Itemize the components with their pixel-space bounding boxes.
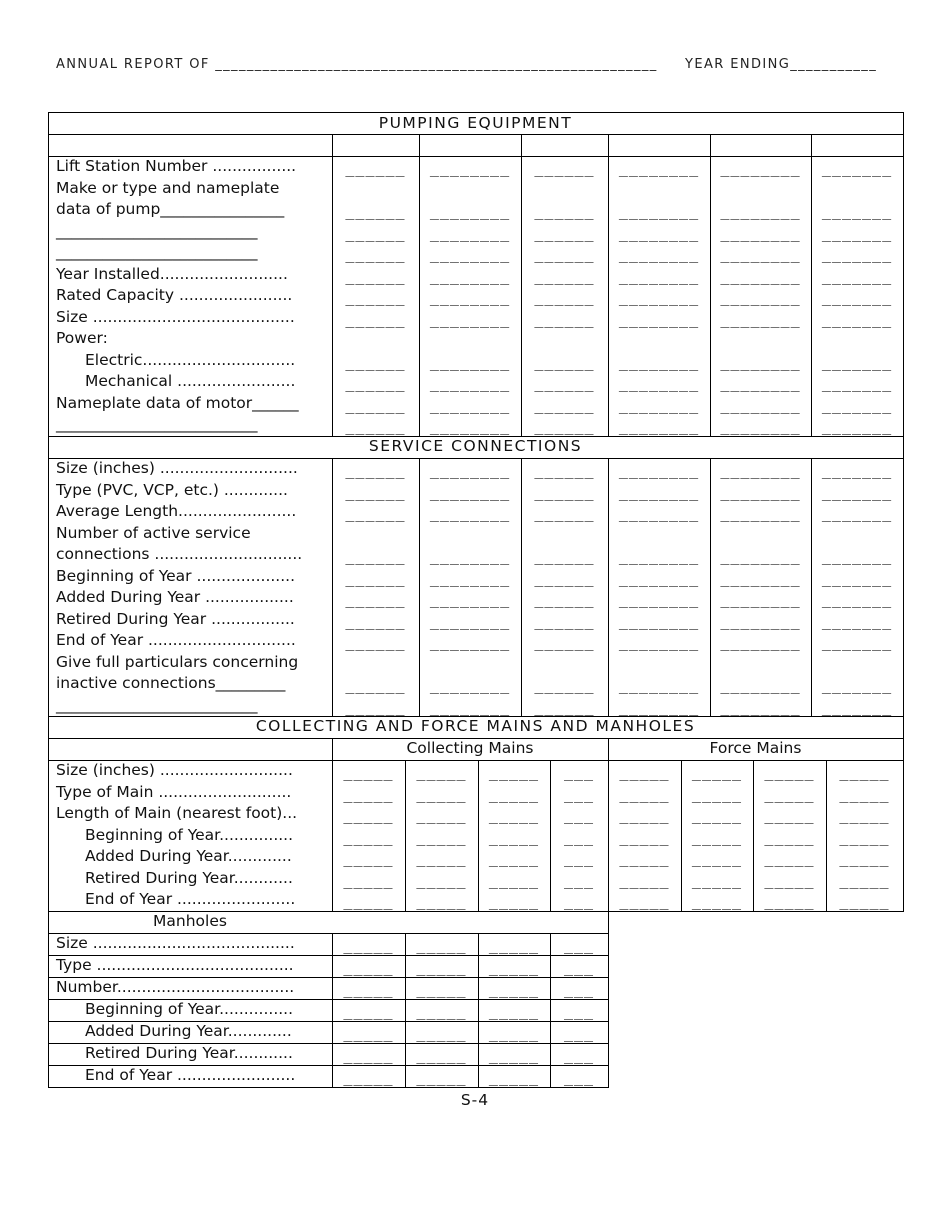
service-blank-field[interactable]: ________ [720,590,801,608]
pump-blank-field[interactable]: ________ [429,223,511,242]
rule-line [903,112,904,912]
pump-blank-field[interactable]: ________ [720,159,801,177]
manhole-blank-field[interactable]: _____ [488,936,540,954]
pump-blank-field[interactable]: _______ [821,266,893,285]
pump-blank-field[interactable]: ______ [534,159,595,177]
pump-blank-field[interactable]: ______ [345,202,406,220]
collecting-blank-field[interactable]: ___ [563,892,595,910]
manhole-row-label: Number.................................... [56,978,295,996]
service-blank-field[interactable]: ________ [720,697,801,716]
service-blank-field[interactable]: ______ [345,697,406,716]
pump-row-label: Mechanical ........................ [85,372,296,390]
service-blank-field[interactable]: ________ [429,676,511,694]
manhole-row-label: Beginning of Year............... [85,1000,294,1018]
pump-row-label: Make or type and nameplate [56,178,280,197]
page-number: S-4 [460,1091,490,1109]
force-blank-field[interactable]: _____ [691,849,743,867]
pump-blank-field[interactable]: ________ [720,202,801,220]
manhole-blank-field[interactable]: _____ [416,980,467,998]
service-blank-field[interactable]: _______ [821,590,893,608]
manhole-row-label: Added During Year............. [85,1022,292,1040]
collecting-blank-field[interactable]: _____ [488,763,540,781]
force-blank-field[interactable]: _____ [619,892,670,910]
mains-row-label: Added During Year............. [85,847,292,865]
pump-row-label: Electric............................... [85,350,296,369]
pump-blank-field[interactable]: ______ [534,309,595,328]
manhole-blank-field[interactable]: _____ [343,936,394,954]
service-blank-field[interactable]: ________ [429,482,511,501]
service-blank-field[interactable]: ________ [618,611,700,630]
pump-blank-field[interactable]: ________ [429,395,511,414]
service-row-label: Retired During Year ................. [56,609,295,628]
service-blank-field[interactable]: ________ [720,461,801,479]
pump-blank-field[interactable]: ________ [618,309,700,328]
service-blank-field[interactable]: _______ [821,461,893,479]
force-blank-field[interactable]: _____ [691,892,743,910]
pump-blank-field[interactable]: ________ [720,288,801,306]
mains-row-label: Beginning of Year............... [85,825,294,844]
pump-blank-field[interactable]: ______ [345,309,406,328]
service-row-label: Beginning of Year .................... [56,566,296,585]
manhole-blank-field[interactable]: _____ [416,1024,467,1042]
collecting-blank-field[interactable]: _____ [416,892,467,910]
manhole-blank-field[interactable]: _____ [343,1068,394,1086]
collecting-blank-field[interactable]: _____ [416,870,467,889]
service-blank-field[interactable]: _______ [821,482,893,501]
pump-blank-field[interactable]: _______ [821,352,893,371]
service-row-label: Size (inches) ............................ [56,459,298,477]
manhole-blank-field[interactable]: ___ [563,1068,595,1086]
force-blank-field[interactable]: _____ [839,784,890,803]
service-row-label: Give full particulars concerning [56,652,299,671]
force-mains-label: Force Mains [709,739,802,757]
manhole-blank-field[interactable]: _____ [416,1068,467,1086]
collecting-blank-field[interactable]: ___ [563,849,595,867]
pump-blank-field[interactable]: _______ [821,395,893,414]
service-blank-field[interactable]: _______ [821,504,893,522]
pump-blank-field[interactable]: _______ [821,374,893,392]
pump-blank-field[interactable]: ________ [429,417,511,435]
force-blank-field[interactable]: _____ [839,849,890,867]
mains-row-label: End of Year ........................ [85,890,296,908]
force-blank-field[interactable]: _____ [839,827,890,846]
pump-row-label: __________________________ [56,415,258,433]
collecting-blank-field[interactable]: ___ [563,827,595,846]
force-blank-field[interactable]: _____ [764,827,815,846]
service-blank-field[interactable]: ________ [720,568,801,587]
manhole-blank-field[interactable]: ___ [563,1024,595,1042]
service-blank-field[interactable]: ________ [429,697,511,716]
service-blank-field[interactable]: ________ [618,633,700,651]
service-blank-field[interactable]: ________ [720,611,801,630]
service-blank-field[interactable]: ________ [429,461,511,479]
service-row-label: inactive connections_________ [56,674,286,692]
pump-blank-field[interactable]: ________ [720,245,801,263]
collecting-blank-field[interactable]: _____ [343,784,394,803]
pump-blank-field[interactable]: _______ [821,245,893,263]
service-blank-field[interactable]: ________ [720,676,801,694]
pump-blank-field[interactable]: _______ [821,202,893,220]
collecting-blank-field[interactable]: _____ [343,892,394,910]
service-blank-field[interactable]: ______ [345,568,406,587]
service-blank-field[interactable]: ________ [429,590,511,608]
collecting-blank-field[interactable]: _____ [488,892,540,910]
service-blank-field[interactable]: ________ [618,547,700,565]
service-blank-field[interactable]: ______ [534,676,595,694]
service-connections-title: SERVICE CONNECTIONS [368,437,583,455]
pump-blank-field[interactable]: ______ [345,223,406,242]
manholes-title: Manholes [153,912,227,930]
service-blank-field[interactable]: ______ [534,590,595,608]
force-blank-field[interactable]: _____ [691,763,743,781]
pump-row-label: Nameplate data of motor______ [56,393,299,412]
service-row-label: Number of active service [56,523,251,542]
force-blank-field[interactable]: _____ [619,763,670,781]
pump-blank-field[interactable]: ________ [429,202,511,220]
pump-blank-field[interactable]: _______ [821,288,893,306]
manhole-blank-field[interactable]: _____ [416,936,467,954]
manhole-blank-field[interactable]: _____ [488,1002,540,1020]
collecting-blank-field[interactable]: _____ [343,763,394,781]
service-row-label: End of Year .............................. [56,631,296,649]
service-blank-field[interactable]: _______ [821,547,893,565]
force-blank-field[interactable]: _____ [619,827,670,846]
pump-blank-field[interactable]: ______ [534,202,595,220]
pump-blank-field[interactable]: ______ [345,245,406,263]
pump-blank-field[interactable]: ________ [720,266,801,285]
service-blank-field[interactable]: ______ [534,611,595,630]
service-blank-field[interactable]: ______ [345,547,406,565]
service-blank-field[interactable]: ________ [720,633,801,651]
pump-blank-field[interactable]: ______ [534,374,595,392]
pump-blank-field[interactable]: ________ [618,266,700,285]
pump-blank-field[interactable]: ________ [720,417,801,435]
service-blank-field[interactable]: ______ [534,461,595,479]
manhole-blank-field[interactable]: _____ [488,1024,540,1042]
collecting-blank-field[interactable]: _____ [416,763,467,781]
service-blank-field[interactable]: ______ [534,482,595,501]
collecting-blank-field[interactable]: _____ [343,806,394,824]
service-blank-field[interactable]: _______ [821,611,893,630]
collecting-blank-field[interactable]: ___ [563,806,595,824]
collecting-blank-field[interactable]: _____ [416,784,467,803]
service-blank-field[interactable]: _______ [821,633,893,651]
pump-blank-field[interactable]: ________ [720,309,801,328]
service-blank-field[interactable]: ________ [720,482,801,501]
pump-blank-field[interactable]: ________ [618,352,700,371]
pump-row-label: __________________________ [56,221,258,240]
pumping-equipment-title: PUMPING EQUIPMENT [378,114,573,132]
rule-line [405,933,406,1088]
collecting-blank-field[interactable]: _____ [416,827,467,846]
service-blank-field[interactable]: ________ [429,504,511,522]
collecting-blank-field[interactable]: _____ [416,806,467,824]
force-blank-field[interactable]: _____ [691,827,743,846]
manhole-blank-field[interactable]: ___ [563,980,595,998]
collecting-blank-field[interactable]: _____ [343,849,394,867]
collecting-mains-label: Collecting Mains [406,739,534,757]
pump-row-label: __________________________ [56,243,258,261]
mains-row-label: Retired During Year............ [85,868,293,887]
mains-row-label: Size (inches) ........................... [56,761,293,779]
service-row-label: connections .............................. [56,545,303,563]
pump-blank-field[interactable]: ________ [618,223,700,242]
collecting-blank-field[interactable]: ___ [563,763,595,781]
annual-report-label: ANNUAL REPORT OF ________________________________________________________ [56,57,658,72]
pump-blank-field[interactable]: ________ [429,352,511,371]
collecting-blank-field[interactable]: _____ [343,827,394,846]
pump-blank-field[interactable]: ________ [720,223,801,242]
pump-blank-field[interactable]: ______ [345,417,406,435]
mains-row-label: Length of Main (nearest foot)... [56,804,298,822]
collecting-blank-field[interactable]: _____ [488,870,540,889]
service-blank-field[interactable]: ______ [345,676,406,694]
pump-row-label: Rated Capacity ....................... [56,286,293,304]
force-blank-field[interactable]: _____ [764,784,815,803]
rule-line [48,134,903,135]
pump-blank-field[interactable]: _______ [821,223,893,242]
service-blank-field[interactable]: ______ [534,633,595,651]
service-blank-field[interactable]: ______ [345,482,406,501]
service-blank-field[interactable]: ______ [345,590,406,608]
manhole-blank-field[interactable]: _____ [416,1002,467,1020]
force-blank-field[interactable]: _____ [619,806,670,824]
collecting-blank-field[interactable]: _____ [488,827,540,846]
rule-line [478,933,479,1088]
service-blank-field[interactable]: ________ [618,504,700,522]
pump-blank-field[interactable]: ________ [429,245,511,263]
service-row-label: Type (PVC, VCP, etc.) ............. [56,480,288,499]
manhole-blank-field[interactable]: _____ [488,980,540,998]
manhole-blank-field[interactable]: ___ [563,936,595,954]
pump-blank-field[interactable]: ________ [618,288,700,306]
pump-blank-field[interactable]: ______ [534,266,595,285]
service-blank-field[interactable]: ______ [534,504,595,522]
pump-row-label: Power: [56,329,108,347]
pump-blank-field[interactable]: ________ [720,352,801,371]
manhole-blank-field[interactable]: _____ [488,958,540,976]
force-blank-field[interactable]: _____ [839,870,890,889]
force-blank-field[interactable]: _____ [619,870,670,889]
manhole-blank-field[interactable]: _____ [488,1046,540,1064]
manhole-blank-field[interactable]: _____ [343,980,394,998]
force-blank-field[interactable]: _____ [839,892,890,910]
force-blank-field[interactable]: _____ [764,806,815,824]
pump-row-label: Size ......................................... [56,307,295,326]
service-blank-field[interactable]: ________ [618,590,700,608]
manhole-row-label: End of Year ........................ [85,1066,296,1084]
manhole-row-label: Size ......................................... [56,934,295,952]
pump-blank-field[interactable]: ________ [618,374,700,392]
service-blank-field[interactable]: ________ [720,504,801,522]
manhole-row-label: Type ........................................ [56,956,294,974]
pump-row-label: Lift Station Number ................. [56,157,297,175]
rule-line [550,933,551,1088]
pump-blank-field[interactable]: _______ [821,417,893,435]
service-blank-field[interactable]: ______ [534,697,595,716]
service-blank-field[interactable]: ______ [345,633,406,651]
collecting-blank-field[interactable]: _____ [488,806,540,824]
pump-blank-field[interactable]: ________ [429,288,511,306]
rule-line [332,933,333,1088]
rule-line [48,1087,608,1088]
service-blank-field[interactable]: ______ [534,568,595,587]
mains-row-label: Type of Main ........................... [56,782,292,801]
force-blank-field[interactable]: _____ [691,806,743,824]
pump-blank-field[interactable]: ________ [720,395,801,414]
service-blank-field[interactable]: ________ [720,547,801,565]
collecting-blank-field[interactable]: ___ [563,870,595,889]
pump-blank-field[interactable]: ______ [345,159,406,177]
pump-blank-field[interactable]: ______ [345,352,406,371]
service-blank-field[interactable]: ______ [534,547,595,565]
service-blank-field[interactable]: ______ [345,461,406,479]
manhole-blank-field[interactable]: _____ [416,1046,467,1064]
pump-blank-field[interactable]: ______ [345,374,406,392]
pump-blank-field[interactable]: _______ [821,159,893,177]
pump-blank-field[interactable]: ______ [534,245,595,263]
mains-title: COLLECTING AND FORCE MAINS AND MANHOLES [255,717,696,735]
force-blank-field[interactable]: _____ [839,763,890,781]
pump-blank-field[interactable]: ______ [534,417,595,435]
manhole-blank-field[interactable]: _____ [343,1024,394,1042]
pump-blank-field[interactable]: ______ [534,288,595,306]
service-blank-field[interactable]: ________ [429,547,511,565]
force-blank-field[interactable]: _____ [764,870,815,889]
service-blank-field[interactable]: ________ [618,461,700,479]
pump-row-label: Year Installed.......................... [56,264,288,283]
year-ending-label: YEAR ENDING___________ [685,57,878,72]
pump-row-label: data of pump________________ [56,200,285,218]
service-blank-field[interactable]: ________ [618,568,700,587]
service-blank-field[interactable]: ________ [618,676,700,694]
service-blank-field[interactable]: _______ [821,697,893,716]
collecting-blank-field[interactable]: _____ [488,784,540,803]
force-blank-field[interactable]: _____ [839,806,890,824]
service-blank-field[interactable]: _______ [821,676,893,694]
manhole-blank-field[interactable]: _____ [343,1046,394,1064]
pump-blank-field[interactable]: ________ [429,266,511,285]
pump-blank-field[interactable]: ________ [720,374,801,392]
manhole-blank-field[interactable]: _____ [343,1002,394,1020]
manhole-row-label: Retired During Year............ [85,1044,293,1062]
manhole-blank-field[interactable]: ___ [563,1046,595,1064]
force-blank-field[interactable]: _____ [691,870,743,889]
rule-line [608,911,903,912]
pump-blank-field[interactable]: ________ [618,202,700,220]
pump-blank-field[interactable]: ______ [345,395,406,414]
force-blank-field[interactable]: _____ [764,763,815,781]
rule-line [608,911,609,1088]
service-row-label: Average Length........................ [56,502,297,520]
collecting-blank-field[interactable]: _____ [416,849,467,867]
pump-blank-field[interactable]: ______ [345,266,406,285]
force-blank-field[interactable]: _____ [619,849,670,867]
service-blank-field[interactable]: ________ [618,697,700,716]
pump-blank-field[interactable]: ________ [618,245,700,263]
service-blank-field[interactable]: _______ [821,568,893,587]
service-blank-field[interactable]: ______ [345,611,406,630]
rule-line [48,112,903,113]
pump-blank-field[interactable]: ________ [618,395,700,414]
service-blank-field[interactable]: ______ [345,504,406,522]
rule-line [48,112,49,1088]
manhole-blank-field[interactable]: _____ [343,958,394,976]
manhole-blank-field[interactable]: ___ [563,1002,595,1020]
pump-blank-field[interactable]: ________ [429,159,511,177]
pump-blank-field[interactable]: ______ [534,223,595,242]
force-blank-field[interactable]: _____ [764,849,815,867]
manhole-blank-field[interactable]: _____ [416,958,467,976]
pump-blank-field[interactable]: ________ [429,309,511,328]
service-blank-field[interactable]: ________ [429,611,511,630]
force-blank-field[interactable]: _____ [619,784,670,803]
service-blank-field[interactable]: ________ [429,633,511,651]
pump-blank-field[interactable]: ______ [534,395,595,414]
pump-blank-field[interactable]: ______ [345,288,406,306]
service-row-label: __________________________ [56,695,258,714]
service-row-label: Added During Year .................. [56,588,294,606]
pump-blank-field[interactable]: ______ [534,352,595,371]
manhole-blank-field[interactable]: _____ [488,1068,540,1086]
service-blank-field[interactable]: ________ [618,482,700,501]
force-blank-field[interactable]: _____ [691,784,743,803]
pump-blank-field[interactable]: ________ [618,417,700,435]
pump-blank-field[interactable]: ________ [618,159,700,177]
service-blank-field[interactable]: ________ [429,568,511,587]
collecting-blank-field[interactable]: _____ [343,870,394,889]
pump-blank-field[interactable]: _______ [821,309,893,328]
force-blank-field[interactable]: _____ [764,892,815,910]
manhole-blank-field[interactable]: ___ [563,958,595,976]
pump-blank-field[interactable]: ________ [429,374,511,392]
collecting-blank-field[interactable]: ___ [563,784,595,803]
collecting-blank-field[interactable]: _____ [488,849,540,867]
